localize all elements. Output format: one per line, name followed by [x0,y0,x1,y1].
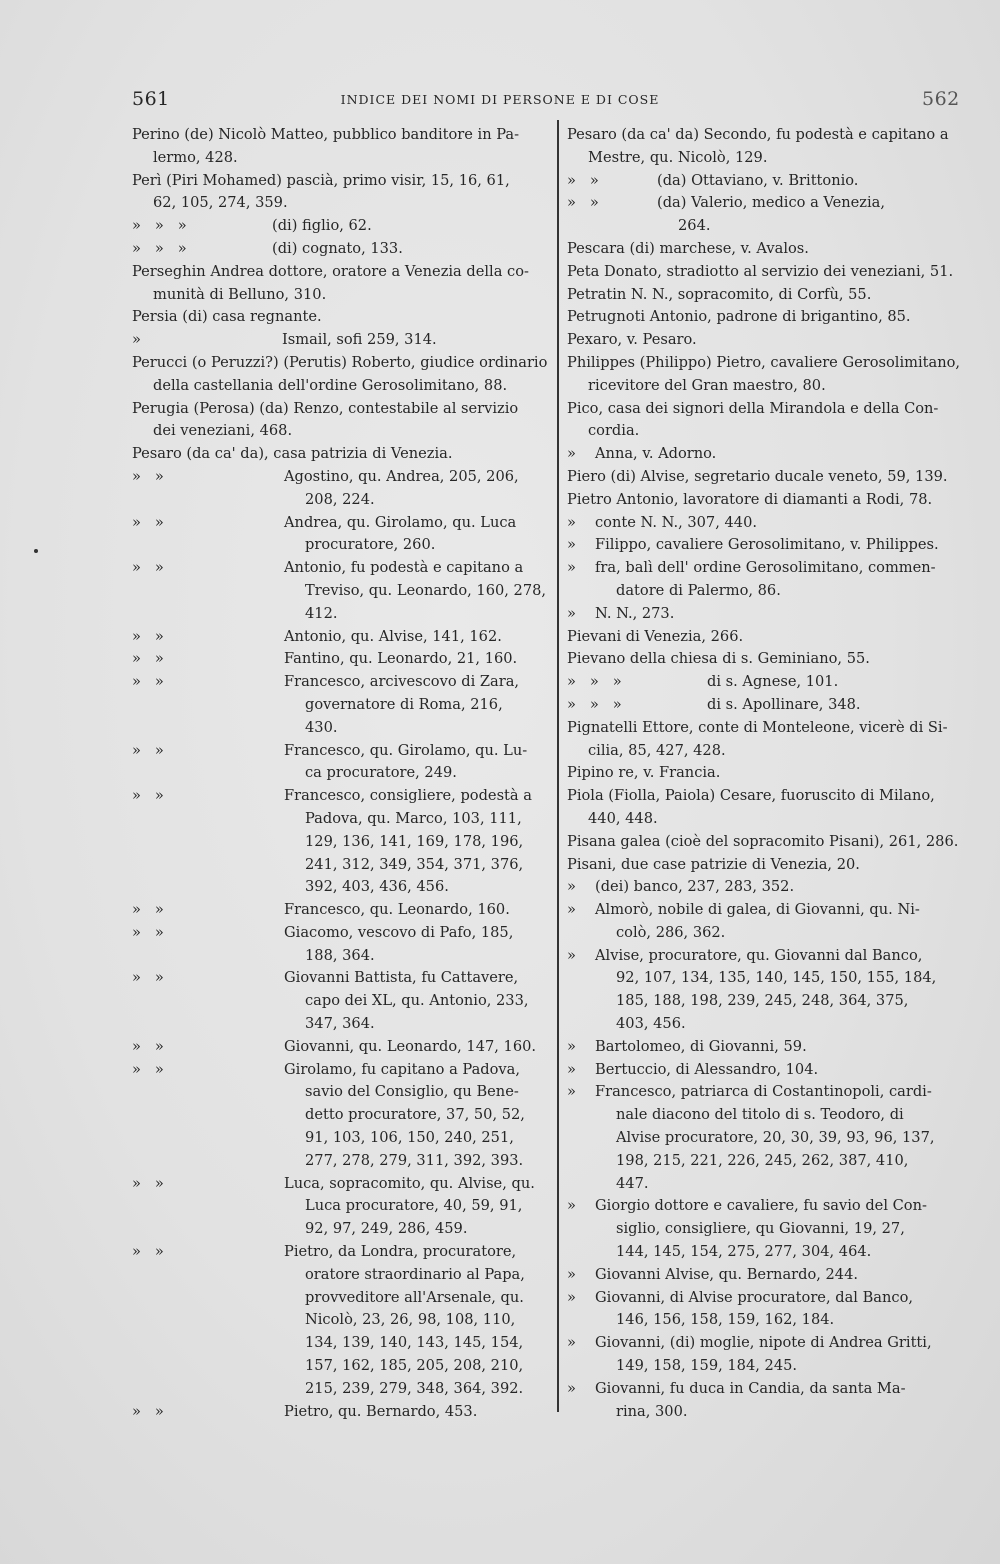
index-entry [567,648,967,671]
entry-line: Pescara (di) marchese, v. Avalos. [567,239,809,257]
ditto-marks: » » [132,673,164,691]
subentry-line: Giovanni, qu. Leonardo, 147, 160. [284,1037,537,1055]
ditto-marks: » » [132,901,164,919]
index-entry [567,398,967,444]
subentry-text [657,192,967,238]
subentry-text [595,1195,967,1263]
subentry-text [284,648,550,671]
index-subentry [132,899,550,922]
subentry-line: Pietro, da Londra, procuratore, [284,1243,517,1261]
entry-line: Philippes (Philippo) Pietro, cavaliere Gerosolimitano, [567,353,961,371]
subentry-line: 412. [305,604,338,622]
ditto-marks: » [567,1379,576,1397]
index-column-left [132,124,550,1423]
index-subentry [132,648,550,671]
subentry-line: Ismail, sofi 259, 314. [282,331,437,349]
subentry-line: Fantino, qu. Leonardo, 21, 160. [284,650,518,668]
entry-line: Petrugnoti Antonio, padrone di brigantino, 85. [567,308,911,326]
index-subentry [567,512,967,535]
ditto-marks: » » » [567,673,622,691]
entry-line: 62, 105, 274, 359. [153,194,288,212]
ditto-marks: » » [132,741,164,759]
subentry-line: 134, 139, 140, 143, 145, 154, [305,1334,524,1352]
entry-line: Piola (Fiolla, Paiola) Cesare, fuoruscito di Milano, [567,787,935,805]
ditto-marks: » [567,1060,576,1078]
entry-line: Pievano della chiesa di s. Geminiano, 55. [567,650,870,668]
index-subentry [132,1401,550,1424]
ditto-marks: » » [132,513,164,531]
index-subentry [132,238,550,261]
index-subentry [132,557,550,625]
subentry-line: 447. [616,1174,649,1192]
subentry-line: Agostino, qu. Andrea, 205, 206, [284,467,519,485]
ditto-marks: » » [132,467,164,485]
subentry-line: 185, 188, 198, 239, 245, 248, 364, 375, [616,992,909,1010]
subentry-line: capo dei XL, qu. Antonio, 233, [305,992,529,1010]
entry-line: Pico, casa dei signori della Mirandola e della Con- [567,399,939,417]
ditto-marks: » » [567,171,599,189]
entry-line: ricevitore del Gran maestro, 80. [588,376,826,394]
entry-line: Petratin N. N., sopracomito, di Corfù, 55. [567,285,872,303]
ditto-marks: » » » [132,217,187,235]
index-subentry [567,694,967,717]
subentry-text [284,1241,550,1401]
ditto-marks: » [567,946,576,964]
subentry-text [284,1401,550,1424]
subentry-text [284,922,550,968]
ditto-marks: » [567,901,576,919]
page-number-left: 561 [132,88,170,110]
entry-line: Persia (di) casa regnante. [132,308,322,326]
subentry-text [595,1059,967,1082]
index-subentry [567,1036,967,1059]
subentry-line: 92, 97, 249, 286, 459. [305,1220,468,1238]
ditto-marks: » [567,1265,576,1283]
subentry-text [595,1378,967,1424]
entry-line: Pisani, due case patrizie di Venezia, 20. [567,855,860,873]
subentry-line: Francesco, qu. Leonardo, 160. [284,901,510,919]
subentry-line: conte N. N., 307, 440. [595,513,757,531]
index-subentry [567,899,967,945]
subentry-line: 430. [305,718,338,736]
ditto-marks: » [567,445,576,463]
subentry-line: 92, 107, 134, 135, 140, 145, 150, 155, 184, [616,969,937,987]
subentry-line: Francesco, qu. Girolamo, qu. Lu- [284,741,528,759]
subentry-text [595,1036,967,1059]
subentry-line: savio del Consiglio, qu Bene- [305,1083,519,1101]
index-entry [567,762,967,785]
index-entry [567,124,967,170]
ditto-marks: » » [132,650,164,668]
subentry-text [284,671,550,739]
entry-line: Pesaro (da ca' da) Secondo, fu podestà e capitano a [567,126,949,143]
ditto-marks: » » [132,787,164,805]
entry-line: Pietro Antonio, lavoratore di diamanti a Rodi, 78. [567,490,933,508]
subentry-line: 144, 145, 154, 275, 277, 304, 464. [616,1243,872,1261]
index-entry [567,785,967,831]
subentry-line: Francesco, patriarca di Costantinopoli, cardi- [595,1083,932,1101]
subentry-text [595,945,967,1036]
entry-line: cilia, 85, 427, 428. [588,741,726,759]
ditto-marks: » [567,1037,576,1055]
index-entry [567,352,967,398]
index-entry [567,854,967,877]
subentry-line: 188, 364. [305,946,375,964]
index-entry [567,261,967,284]
subentry-line: N. N., 273. [595,604,675,622]
subentry-line: 157, 162, 185, 205, 208, 210, [305,1357,524,1375]
ditto-marks: » » [132,1060,164,1078]
subentry-text [284,740,550,786]
ditto-marks: » [567,878,576,896]
entry-line: della castellania dell'ordine Gerosolimitano, 88. [153,376,508,394]
index-subentry [567,170,967,193]
subentry-line: Bertuccio, di Alessandro, 104. [595,1060,819,1078]
index-subentry [132,329,550,352]
subentry-line: (di) cognato, 133. [272,239,403,257]
entry-line: 440, 448. [588,809,658,827]
index-subentry [132,1059,550,1173]
subentry-line: 91, 103, 106, 150, 240, 251, [305,1129,514,1147]
subentry-line: Giovanni Alvise, qu. Bernardo, 244. [595,1265,859,1283]
subentry-text [595,1264,967,1287]
subentry-line: Luca, sopracomito, qu. Alvise, qu. [284,1174,535,1192]
index-subentry [132,671,550,739]
subentry-line: (da) Valerio, medico a Venezia, [657,194,885,212]
subentry-line: procuratore, 260. [305,536,436,554]
subentry-text [282,329,550,352]
index-subentry [132,967,550,1035]
index-entry [567,717,967,763]
subentry-line: (di) figlio, 62. [272,217,372,235]
subentry-line: oratore straordinario al Papa, [305,1265,525,1283]
subentry-line: 392, 403, 436, 456. [305,878,449,896]
subentry-line: di s. Apollinare, 348. [707,695,861,713]
subentry-line: Andrea, qu. Girolamo, qu. Luca [284,513,517,531]
index-subentry [132,785,550,899]
subentry-text [595,899,967,945]
subentry-line: 347, 364. [305,1015,375,1033]
index-subentry [567,1195,967,1263]
subentry-text [284,512,550,558]
subentry-line: colò, 286, 362. [616,923,726,941]
entry-line: Perino (de) Nicolò Matteo, pubblico banditore in Pa- [132,126,520,143]
entry-line: Piero (di) Alvise, segretario ducale veneto, 59, 139. [567,467,948,485]
ditto-marks: » [567,1288,576,1306]
subentry-text [284,1059,550,1173]
index-entry [132,443,550,466]
subentry-line: nale diacono del titolo di s. Teodoro, di [616,1106,904,1124]
entry-line: cordia. [588,422,640,440]
subentry-line: (dei) banco, 237, 283, 352. [595,878,795,896]
ditto-marks: » [567,536,576,554]
ditto-marks: » » [132,559,164,577]
ditto-marks: » » [132,923,164,941]
index-entry [132,306,550,329]
index-entry [567,626,967,649]
index-entry [567,284,967,307]
ditto-marks: » » [567,194,599,212]
index-subentry [567,876,967,899]
subentry-line: Pietro, qu. Bernardo, 453. [284,1402,478,1420]
print-speck [34,549,38,553]
subentry-line: Girolamo, fu capitano a Padova, [284,1060,520,1078]
subentry-line: 241, 312, 349, 354, 371, 376, [305,855,524,873]
subentry-line: Giorgio dottore e cavaliere, fu savio del Con- [595,1197,927,1215]
ditto-marks: » [567,604,576,622]
index-subentry [567,1264,967,1287]
subentry-text [595,1287,967,1333]
ditto-marks: » » [132,1174,164,1192]
entry-line: Mestre, qu. Nicolò, 129. [588,148,768,166]
subentry-line: governatore di Roma, 216, [305,695,503,713]
entry-line: munità di Belluno, 310. [153,285,327,303]
entry-line: Peta Donato, stradiotto al servizio dei veneziani, 51. [567,262,954,280]
index-subentry [132,512,550,558]
index-subentry [567,443,967,466]
running-head: INDICE DEI NOMI DI PERSONE E DI COSE [340,92,660,107]
index-entry [132,124,550,170]
index-subentry [132,922,550,968]
subentry-text [284,466,550,512]
index-subentry [567,192,967,238]
subentry-line: Nicolò, 23, 26, 98, 108, 110, [305,1311,516,1329]
index-column-right [567,124,967,1423]
subentry-text [595,512,967,535]
subentry-line: detto procuratore, 37, 50, 52, [305,1106,525,1124]
subentry-line: 129, 136, 141, 169, 178, 196, [305,832,524,850]
subentry-text [284,557,550,625]
index-subentry [567,1059,967,1082]
index-subentry [567,603,967,626]
ditto-marks: » » [132,969,164,987]
subentry-text [284,967,550,1035]
index-entry [567,306,967,329]
entry-line: Perseghin Andrea dottore, oratore a Venezia della co- [132,262,529,280]
subentry-line: Antonio, fu podestà e capitano a [284,559,524,577]
subentry-line: 149, 158, 159, 184, 245. [616,1357,798,1375]
ditto-marks: » [132,331,141,349]
ditto-marks: » » [132,627,164,645]
subentry-line: Giacomo, vescovo di Pafo, 185, [284,923,514,941]
entry-line: Pisana galea (cioè del sopracomito Pisani), 261, 286. [567,832,959,850]
index-entry [567,831,967,854]
ditto-marks: » [567,1334,576,1352]
index-subentry [132,1173,550,1241]
subentry-line: 215, 239, 279, 348, 364, 392. [305,1379,524,1397]
subentry-text [284,1173,550,1241]
index-subentry [567,557,967,603]
entry-line: dei veneziani, 468. [153,422,293,440]
index-entry [567,489,967,512]
index-subentry [132,466,550,512]
ditto-marks: » [567,513,576,531]
subentry-line: siglio, consigliere, qu Giovanni, 19, 27, [616,1220,905,1238]
subentry-text [284,899,550,922]
subentry-text [595,876,967,899]
subentry-line: Giovanni Battista, fu Cattavere, [284,969,519,987]
subentry-line: 277, 278, 279, 311, 392, 393. [305,1151,524,1169]
subentry-text [595,1332,967,1378]
column-divider [557,120,559,1412]
ditto-marks: » » [132,1402,164,1420]
subentry-line: (da) Ottaviano, v. Brittonio. [657,171,859,189]
index-entry [567,466,967,489]
subentry-line: Anna, v. Adorno. [595,445,717,463]
subentry-text [272,238,550,261]
index-subentry [567,1081,967,1195]
subentry-line: Bartolomeo, di Giovanni, 59. [595,1037,807,1055]
index-subentry [132,1036,550,1059]
subentry-text [595,534,967,557]
subentry-line: 198, 215, 221, 226, 245, 262, 387, 410, [616,1151,909,1169]
subentry-line: Almorò, nobile di galea, di Giovanni, qu. Ni- [595,901,920,919]
page-number-right: 562 [922,88,960,110]
subentry-line: Antonio, qu. Alvise, 141, 162. [284,627,502,645]
subentry-line: di s. Agnese, 101. [707,673,839,691]
subentry-line: Francesco, consigliere, podestà a [284,787,532,805]
subentry-line: fra, balì dell' ordine Gerosolimitano, commen- [595,559,936,577]
index-subentry [567,945,967,1036]
ditto-marks: » [567,559,576,577]
subentry-line: Giovanni, di Alvise procuratore, dal Banco, [595,1288,913,1306]
index-subentry [132,1241,550,1401]
subentry-line: datore di Palermo, 86. [616,581,781,599]
ditto-marks: » [567,1197,576,1215]
entry-line: lermo, 428. [153,148,238,166]
ditto-marks: » » » [567,695,622,713]
subentry-text [707,694,967,717]
index-entry [132,352,550,398]
subentry-line: 264. [678,217,711,235]
entry-line: Perugia (Perosa) (da) Renzo, contestabile al servizio [132,399,519,417]
ditto-marks: » [567,1083,576,1101]
index-subentry [567,1332,967,1378]
entry-line: Pignatelli Ettore, conte di Monteleone, vicerè di Si- [567,718,948,736]
subentry-line: Alvise, procuratore, qu. Giovanni dal Banco, [595,946,923,964]
subentry-text [707,671,967,694]
index-subentry [132,215,550,238]
index-subentry [567,671,967,694]
subentry-line: rina, 300. [616,1402,688,1420]
index-entry [132,170,550,216]
entry-line: Perucci (o Peruzzi?) (Perutis) Roberto, giudice ordinario [132,353,548,371]
entry-line: Perì (Piri Mohamed) pascià, primo visir, 15, 16, 61, [132,171,510,189]
subentry-text [595,443,967,466]
index-subentry [567,1287,967,1333]
ditto-marks: » » » [132,239,187,257]
subentry-line: Alvise procuratore, 20, 30, 39, 93, 96, 137, [616,1129,935,1147]
subentry-line: Filippo, cavaliere Gerosolimitano, v. Philippes. [595,536,939,554]
subentry-line: Padova, qu. Marco, 103, 111, [305,809,522,827]
subentry-text [284,1036,550,1059]
subentry-text [657,170,967,193]
subentry-line: 208, 224. [305,490,375,508]
index-entry [132,261,550,307]
subentry-text [272,215,550,238]
subentry-text [595,1081,967,1195]
entry-line: Pexaro, v. Pesaro. [567,331,697,349]
index-entry [567,238,967,261]
index-entry [132,398,550,444]
subentry-text [595,603,967,626]
subentry-line: ca procuratore, 249. [305,764,457,782]
entry-line: Pipino re, v. Francia. [567,764,721,782]
subentry-text [595,557,967,603]
subentry-line: Luca procuratore, 40, 59, 91, [305,1197,523,1215]
entry-line: Pesaro (da ca' da), casa patrizia di Venezia. [132,445,453,463]
index-subentry [132,626,550,649]
ditto-marks: » » [132,1037,164,1055]
subentry-line: Giovanni, (di) moglie, nipote di Andrea Gritti, [595,1334,932,1352]
index-subentry [567,1378,967,1424]
subentry-line: 403, 456. [616,1015,686,1033]
subentry-text [284,785,550,899]
subentry-line: provveditore all'Arsenale, qu. [305,1288,524,1306]
ditto-marks: » » [132,1243,164,1261]
subentry-text [284,626,550,649]
subentry-line: Francesco, arcivescovo di Zara, [284,673,520,691]
index-entry [567,329,967,352]
subentry-line: Treviso, qu. Leonardo, 160, 278, [305,581,547,599]
entry-line: Pievani di Venezia, 266. [567,627,744,645]
index-subentry [567,534,967,557]
subentry-line: 146, 156, 158, 159, 162, 184. [616,1311,835,1329]
subentry-line: Giovanni, fu duca in Candia, da santa Ma- [595,1379,906,1397]
index-subentry [132,740,550,786]
